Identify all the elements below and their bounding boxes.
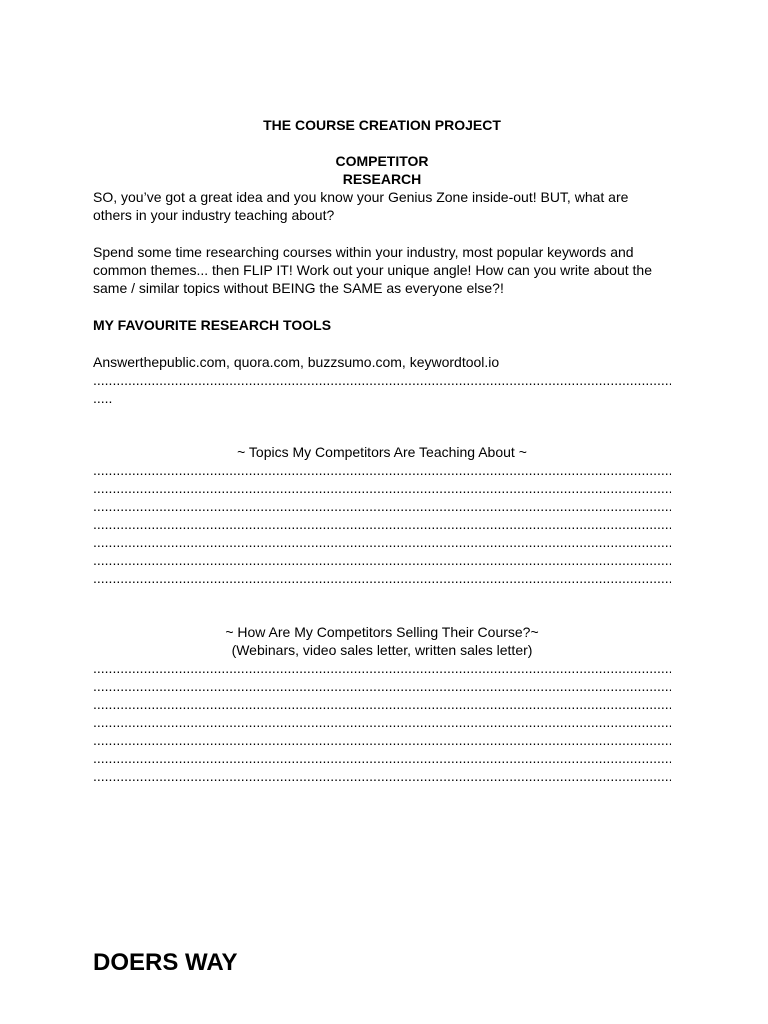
topics-heading: ~ Topics My Competitors Are Teaching About ~ — [237, 444, 527, 460]
fill-line[interactable] — [93, 533, 671, 551]
selling-heading: ~ How Are My Competitors Selling Their Course?~ — [225, 624, 539, 640]
tools-list: Answerthepublic.com, quora.com, buzzsumo.com, keywordtool.io — [93, 354, 500, 370]
fill-line[interactable] — [93, 695, 671, 713]
tools-heading: MY FAVOURITE RESEARCH TOOLS — [93, 317, 332, 333]
fill-line[interactable] — [93, 749, 671, 767]
fill-line[interactable] — [93, 551, 671, 569]
fill-line[interactable] — [93, 479, 671, 497]
fill-line[interactable] — [93, 713, 671, 731]
fill-line[interactable] — [93, 731, 671, 749]
section-title-line2: RESEARCH — [342, 171, 422, 187]
tools-fill-line-end: ..... — [93, 390, 113, 406]
fill-line[interactable] — [93, 497, 671, 515]
intro-paragraph: SO, you’ve got a great idea and you know your Genius Zone inside-out! BUT, what are others in your industry teaching about? — [93, 189, 629, 223]
selling-fill-lines — [93, 659, 671, 785]
fill-line[interactable] — [93, 677, 671, 695]
fill-line[interactable] — [93, 515, 671, 533]
topics-fill-lines — [93, 461, 671, 587]
fill-line[interactable] — [93, 767, 671, 785]
document-body — [93, 116, 671, 785]
fill-line[interactable] — [93, 659, 671, 677]
fill-line[interactable] — [93, 569, 671, 587]
fill-line[interactable] — [93, 461, 671, 479]
selling-subheading: (Webinars, video sales letter, written sales letter) — [231, 642, 533, 658]
footer-brand: DOERS WAY — [93, 949, 238, 976]
tools-fill-line[interactable] — [93, 371, 671, 389]
section-title-line1: COMPETITOR — [335, 153, 429, 169]
instruction-paragraph: Spend some time researching courses within your industry, most popular keywords and common themes... then FLIP IT! Work out your unique angle! How can you write about the same / similar topics without BEING the SAME as everyone else?! — [93, 244, 652, 296]
document-title: THE COURSE CREATION PROJECT — [263, 117, 501, 133]
